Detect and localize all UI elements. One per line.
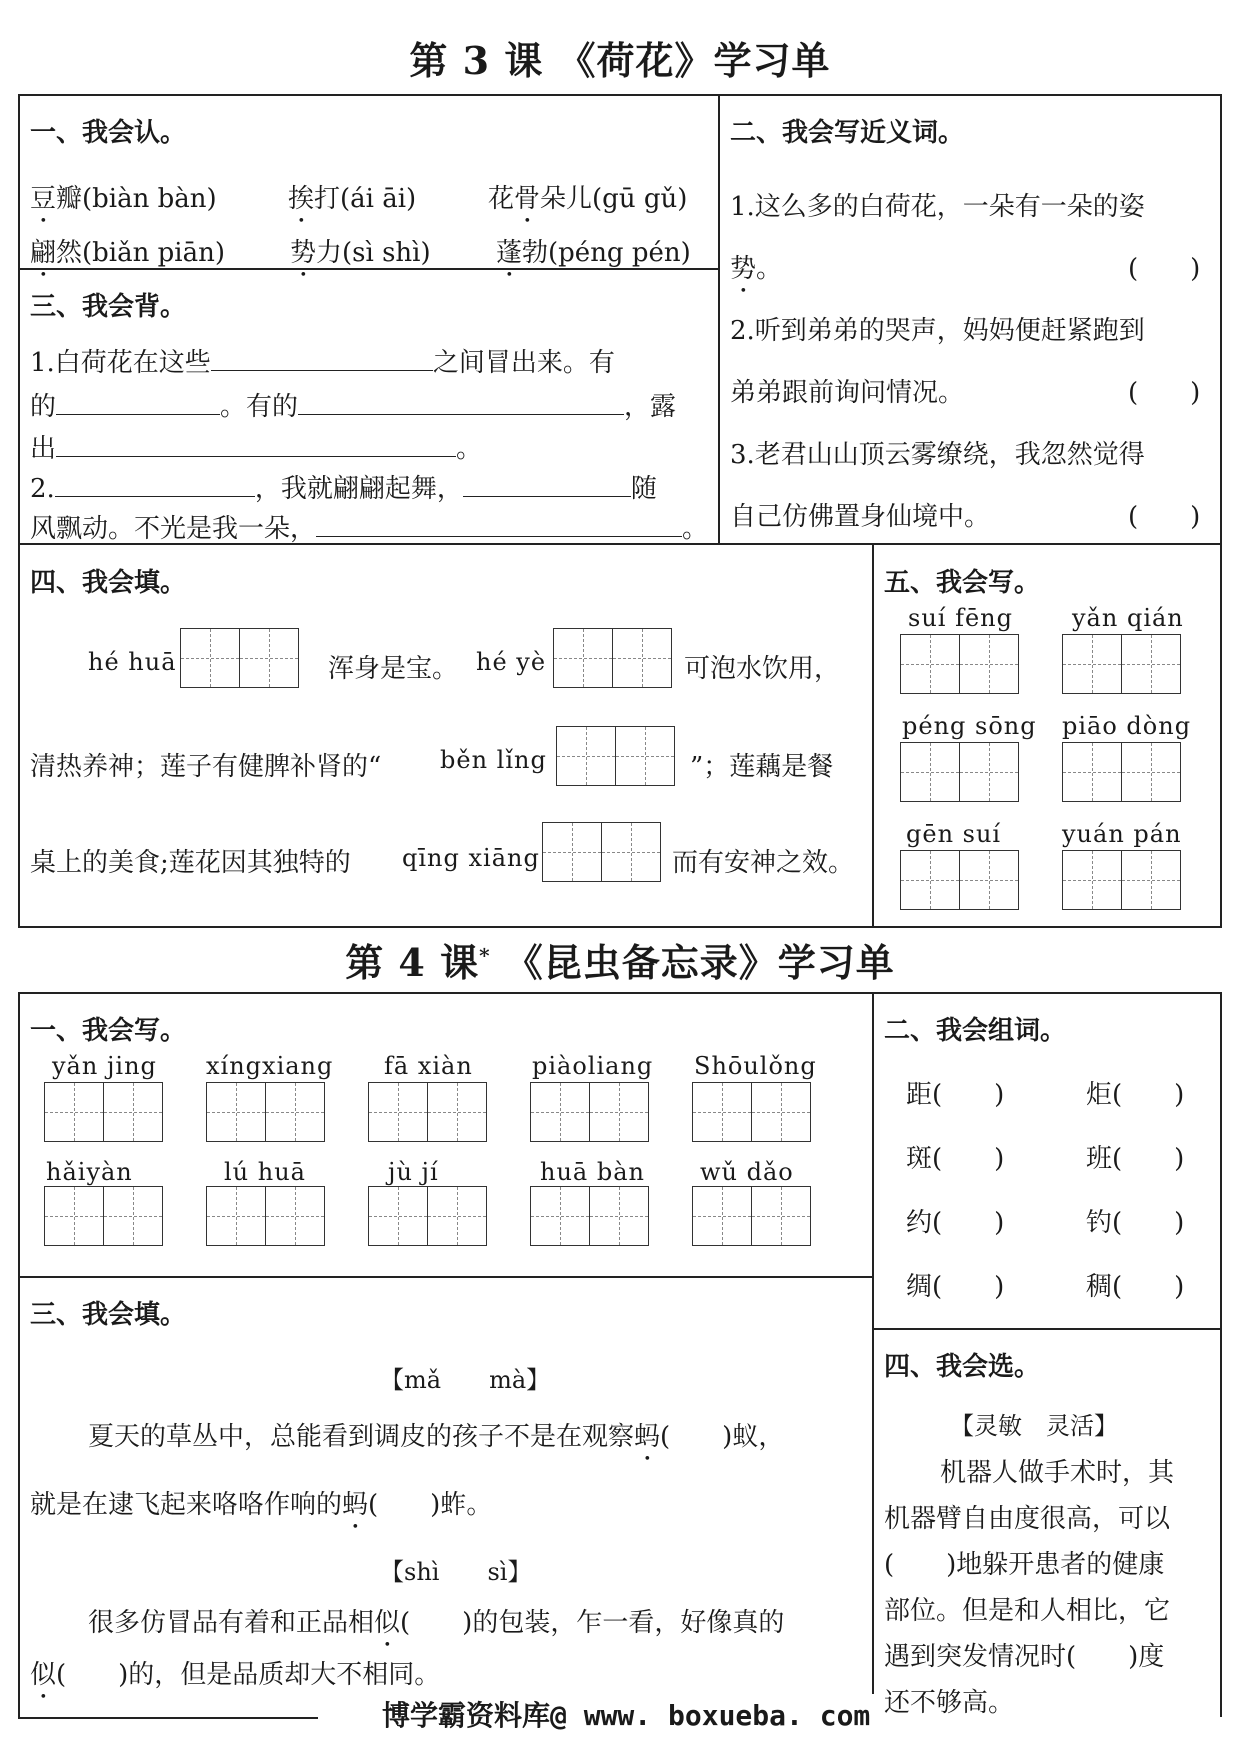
- divider: [872, 1328, 1222, 1330]
- recognize-item: 挨打(ái āi): [288, 184, 417, 214]
- recognize-item: 翩然(biǎn piān): [30, 238, 225, 268]
- pinyin: Shōulǒng: [694, 1052, 817, 1080]
- choose-line: 遇到突发情况时( )度: [884, 1642, 1165, 1672]
- synonym-question: 势。: [730, 254, 783, 284]
- divider: [718, 94, 720, 544]
- fill-text: 可泡水饮用，: [684, 654, 841, 684]
- synonym-question: 2.听到弟弟的哭声，妈妈便赶紧跑到: [730, 316, 1145, 346]
- recognize-item: 势力(sì shì): [290, 238, 431, 268]
- answer-paren[interactable]: ( ): [1128, 378, 1201, 408]
- pinyin: lú huā: [224, 1158, 306, 1186]
- pinyin: hǎiyàn: [46, 1158, 133, 1186]
- synonym-question: 弟弟跟前询问情况。: [730, 378, 965, 408]
- pinyin: hé huā: [88, 648, 177, 676]
- option-bracket: 【mǎ mà】: [380, 1366, 551, 1394]
- divider: [18, 1717, 318, 1719]
- fill-blank[interactable]: [463, 474, 631, 497]
- word-group-item: 约( ): [906, 1208, 1005, 1238]
- answer-paren[interactable]: ( ): [932, 1208, 1005, 1238]
- recite-line: 风飘动。不光是我一朵， 。: [30, 514, 709, 544]
- answer-paren[interactable]: ( ): [1112, 1208, 1185, 1238]
- l3-sec4-heading: 四、我会填。: [30, 568, 187, 598]
- watermark: 博学霸资料库@ www. boxueba. com: [376, 1694, 876, 1734]
- recite-line: 1.白荷花在这些 之间冒出来。有: [30, 348, 615, 378]
- answer-paren[interactable]: ( ): [932, 1272, 1005, 1302]
- recite-line: 出 。: [30, 434, 483, 464]
- l4-sec4-heading: 四、我会选。: [884, 1352, 1041, 1382]
- writing-grid[interactable]: [692, 1082, 811, 1142]
- synonym-question: 3.老君山山顶云雾缭绕，我忽然觉得: [730, 440, 1145, 470]
- fill-blank[interactable]: [298, 392, 624, 415]
- answer-paren[interactable]: ( ): [1112, 1144, 1185, 1174]
- word-group-item: 距( ): [906, 1080, 1005, 1110]
- option-bracket: 【shì sì】: [380, 1558, 532, 1586]
- writing-grid[interactable]: [1062, 742, 1181, 802]
- fill-text: ”；莲藕是餐: [690, 752, 834, 782]
- writing-grid[interactable]: [206, 1186, 325, 1246]
- fill-blank[interactable]: [55, 474, 255, 497]
- pinyin: wǔ dǎo: [700, 1158, 794, 1186]
- pinyin: qīng xiāng: [402, 844, 540, 872]
- fill-text: 清热养神；莲子有健脾补肾的“: [30, 752, 382, 782]
- choose-line: ( )地躲开患者的健康: [884, 1550, 1165, 1580]
- l4-sec2-heading: 二、我会组词。: [884, 1016, 1067, 1046]
- fill-sentence: 夏天的草丛中，总能看到调皮的孩子不是在观察蚂( )蚁，: [88, 1422, 785, 1452]
- answer-paren[interactable]: ( ): [932, 1080, 1005, 1110]
- divider: [18, 1276, 872, 1278]
- answer-paren[interactable]: ( ): [1112, 1080, 1185, 1110]
- answer-paren[interactable]: ( ): [1112, 1272, 1185, 1302]
- word-group-item: 绸( ): [906, 1272, 1005, 1302]
- writing-grid[interactable]: [206, 1082, 325, 1142]
- recite-line: 的 。有的 ，露: [30, 392, 677, 422]
- pinyin: gēn suí: [906, 820, 1002, 848]
- recite-line: 2. ，我就翩翩起舞， 随: [30, 474, 657, 504]
- fill-text: 浑身是宝。: [328, 654, 459, 684]
- pinyin: piàoliang: [532, 1052, 654, 1080]
- writing-grid[interactable]: [368, 1186, 487, 1246]
- writing-grid[interactable]: [900, 850, 1019, 910]
- writing-grid[interactable]: [368, 1082, 487, 1142]
- pinyin: huā bàn: [540, 1158, 645, 1186]
- word-group-item: 稠( ): [1086, 1272, 1185, 1302]
- answer-paren[interactable]: ( ): [1128, 502, 1201, 532]
- fill-blank[interactable]: [56, 434, 456, 457]
- pinyin: piāo dòng: [1062, 712, 1192, 740]
- pinyin: yǎn jing: [52, 1052, 157, 1080]
- answer-paren[interactable]: ( ): [932, 1144, 1005, 1174]
- pinyin: fā xiàn: [384, 1052, 473, 1080]
- fill-sentence: 很多仿冒品有着和正品相似( )的包装，乍一看，好像真的: [88, 1608, 785, 1638]
- choose-line: 部位。但是和人相比，它: [884, 1596, 1171, 1626]
- pinyin: hé yè: [476, 648, 547, 676]
- synonym-question: 自己仿佛置身仙境中。: [730, 502, 991, 532]
- writing-grid[interactable]: [692, 1186, 811, 1246]
- writing-grid[interactable]: [180, 628, 299, 688]
- fill-blank[interactable]: [211, 348, 433, 371]
- lesson4-title: 第 4 课* 《昆虫备忘录》学习单: [345, 940, 895, 985]
- fill-text: 桌上的美食;莲花因其独特的: [30, 848, 351, 878]
- word-group-item: 班( ): [1086, 1144, 1185, 1174]
- pinyin: suí fēng: [908, 604, 1013, 632]
- divider: [872, 992, 874, 1717]
- fill-sentence: 就是在逮飞起来咯咯作响的蚂( )蚱。: [30, 1490, 493, 1520]
- choose-line: 机器人做手术时，其: [940, 1458, 1175, 1488]
- l3-sec5-heading: 五、我会写。: [884, 568, 1041, 598]
- writing-grid[interactable]: [553, 628, 672, 688]
- pinyin: běn lǐng: [440, 746, 547, 774]
- choose-line: 还不够高。: [884, 1688, 1015, 1718]
- choose-line: 机器臂自由度很高，可以: [884, 1504, 1171, 1534]
- divider: [872, 543, 874, 928]
- fill-blank[interactable]: [316, 514, 682, 537]
- l3-sec2-heading: 二、我会写近义词。: [730, 118, 965, 148]
- l3-sec3-heading: 三、我会背。: [30, 292, 187, 322]
- recognize-item: 豆瓣(biàn bàn): [30, 184, 217, 214]
- writing-grid[interactable]: [900, 634, 1019, 694]
- pinyin: péng sōng: [902, 712, 1037, 740]
- answer-paren[interactable]: ( ): [1128, 254, 1201, 284]
- fill-text: 而有安神之效。: [672, 848, 855, 878]
- l3-sec1-heading: 一、我会认。: [30, 118, 187, 148]
- recognize-item: 蓬勃(péng pén): [496, 238, 691, 268]
- word-group-item: 斑( ): [906, 1144, 1005, 1174]
- word-group-item: 钓( ): [1086, 1208, 1185, 1238]
- fill-sentence: 似( )的，但是品质却大不相同。: [30, 1660, 441, 1690]
- pinyin: jù jí: [388, 1158, 439, 1186]
- recognize-item: 花骨朵儿(gū gǔ): [488, 184, 688, 214]
- writing-grid[interactable]: [542, 822, 661, 882]
- option-bracket: 【灵敏 灵活】: [950, 1412, 1118, 1440]
- writing-grid[interactable]: [900, 742, 1019, 802]
- writing-grid[interactable]: [44, 1082, 163, 1142]
- synonym-question: 1.这么多的白荷花，一朵有一朵的姿: [730, 192, 1145, 222]
- word-group-item: 炬( ): [1086, 1080, 1185, 1110]
- writing-grid[interactable]: [44, 1186, 163, 1246]
- pinyin: yǎn qián: [1072, 604, 1184, 632]
- writing-grid[interactable]: [556, 726, 675, 786]
- lesson3-title: 第 3 课 《荷花》学习单: [409, 38, 831, 83]
- l4-sec1-heading: 一、我会写。: [30, 1016, 187, 1046]
- writing-grid[interactable]: [530, 1186, 649, 1246]
- writing-grid[interactable]: [530, 1082, 649, 1142]
- writing-grid[interactable]: [1062, 634, 1181, 694]
- fill-blank[interactable]: [56, 392, 220, 415]
- pinyin: xíngxiang: [206, 1052, 334, 1080]
- l4-sec3-heading: 三、我会填。: [30, 1300, 187, 1330]
- pinyin: yuán pán: [1062, 820, 1182, 848]
- writing-grid[interactable]: [1062, 850, 1181, 910]
